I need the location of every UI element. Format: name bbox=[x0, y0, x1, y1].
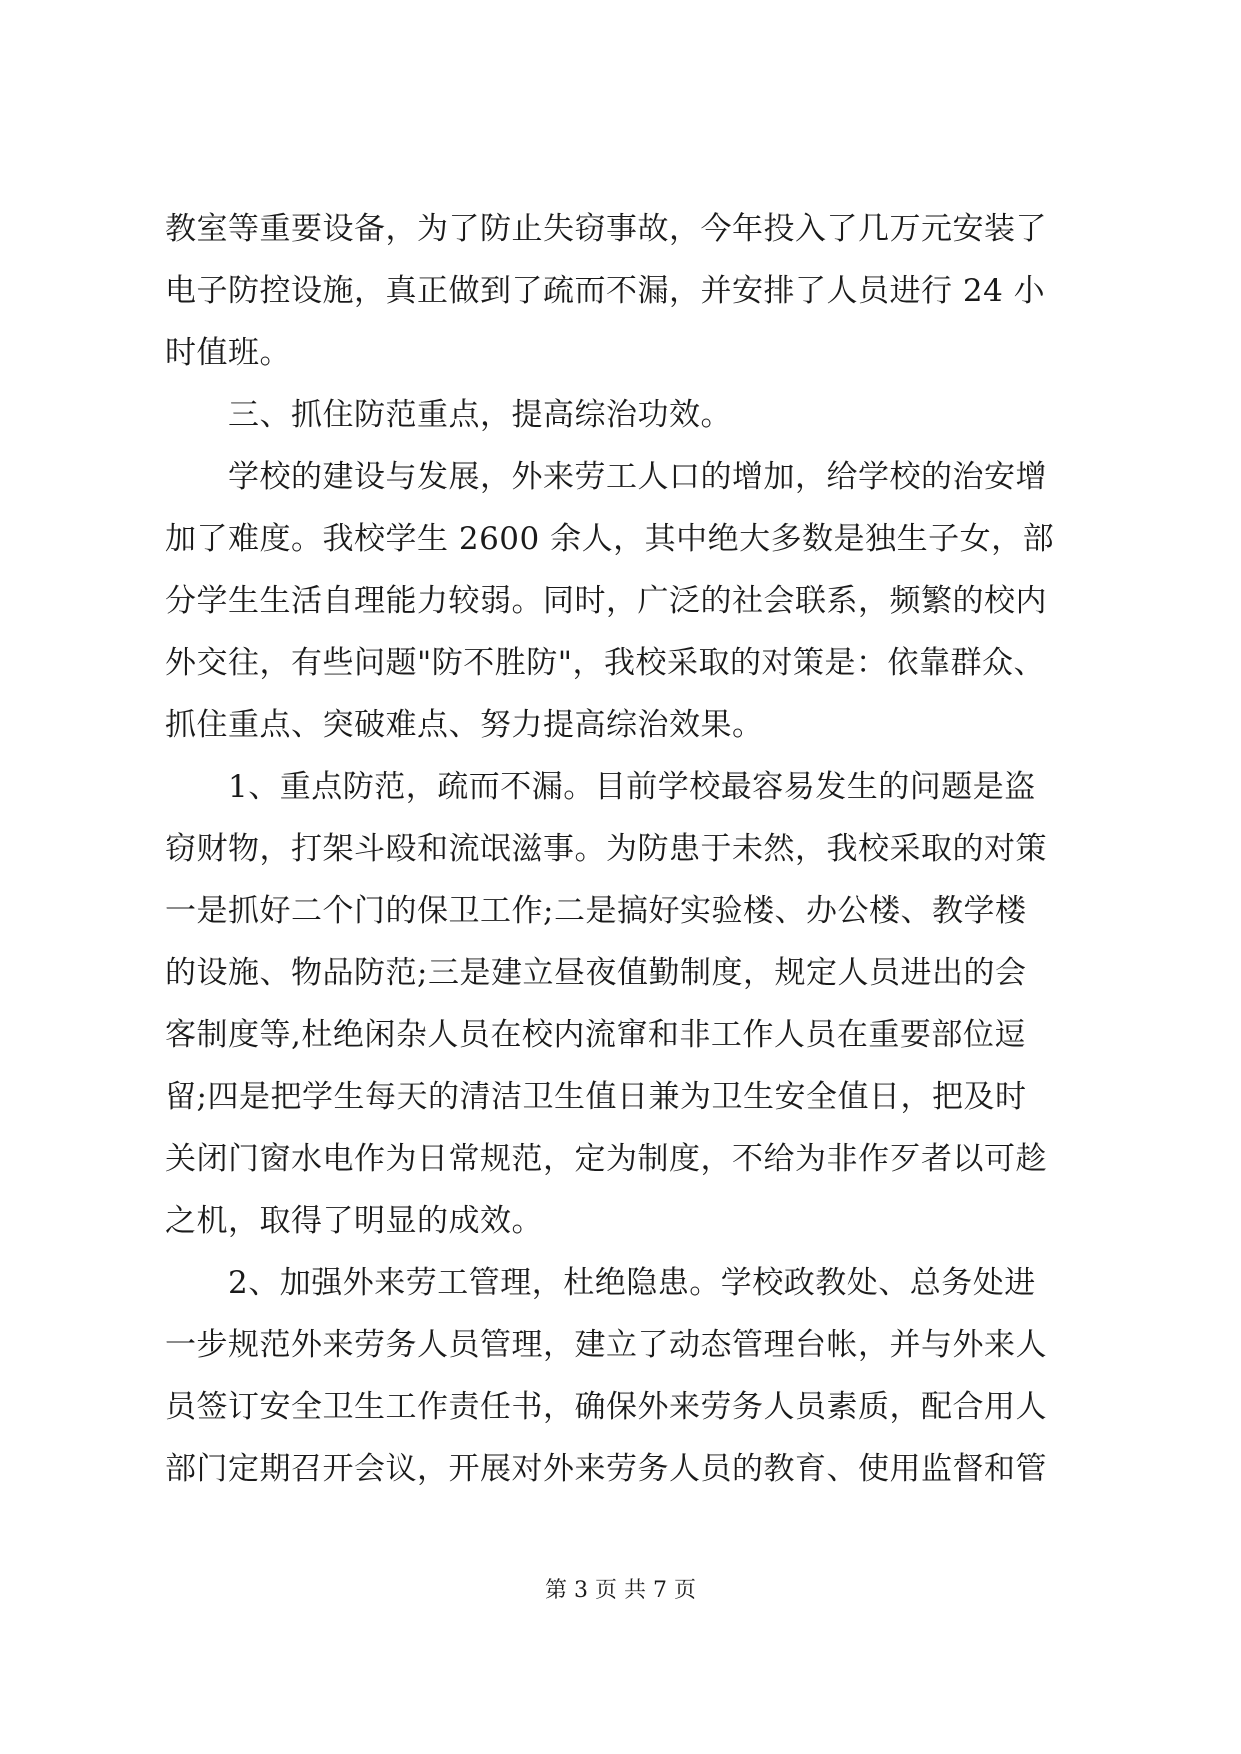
text-line: 的设施、物品防范;三是建立昼夜值勤制度，规定人员进出的会 bbox=[165, 955, 1027, 991]
text-line: 一步规范外来劳务人员管理，建立了动态管理台帐，并与外来人 bbox=[165, 1327, 1047, 1363]
text-line: 时值班。 bbox=[165, 335, 291, 371]
text-line: 外交往，有些问题"防不胜防"，我校采取的对策是：依靠群众、 bbox=[165, 645, 1046, 681]
text-line: 电子防控设施，真正做到了疏而不漏，并安排了人员进行 24 小 bbox=[165, 273, 1046, 309]
text-line: 员签订安全卫生工作责任书，确保外来劳务人员素质，配合用人 bbox=[165, 1389, 1047, 1425]
text-line: 教室等重要设备，为了防止失窃事故，今年投入了几万元安装了 bbox=[165, 211, 1047, 247]
text-line: 留;四是把学生每天的清洁卫生值日兼为卫生安全值日，把及时 bbox=[165, 1079, 1027, 1115]
section-heading: 三、抓住防范重点，提高综治功效。 bbox=[228, 397, 732, 433]
text-line: 窃财物，打架斗殴和流氓滋事。为防患于未然，我校采取的对策 bbox=[165, 831, 1047, 867]
text-line: 部门定期召开会议，开展对外来劳务人员的教育、使用监督和管 bbox=[165, 1451, 1047, 1487]
text-line: 加了难度。我校学生 2600 余人，其中绝大多数是独生子女，部 bbox=[165, 521, 1055, 557]
text-line: 之机，取得了明显的成效。 bbox=[165, 1203, 543, 1239]
document-body bbox=[165, 198, 1080, 1500]
text-line: 分学生生活自理能力较弱。同时，广泛的社会联系，频繁的校内 bbox=[165, 583, 1047, 619]
text-line: 2、加强外来劳工管理，杜绝隐患。学校政教处、总务处进 bbox=[228, 1265, 1036, 1301]
text-line: 一是抓好二个门的保卫工作;二是搞好实验楼、办公楼、教学楼 bbox=[165, 893, 1027, 929]
page-number-footer: 第 3 页 共 7 页 bbox=[545, 1578, 696, 1603]
text-line: 关闭门窗水电作为日常规范，定为制度，不给为非作歹者以可趁 bbox=[165, 1141, 1047, 1177]
text-line: 客制度等,杜绝闲杂人员在校内流窜和非工作人员在重要部位逗 bbox=[165, 1017, 1026, 1053]
text-line: 学校的建设与发展，外来劳工人口的增加，给学校的治安增 bbox=[228, 459, 1047, 495]
text-line: 1、重点防范，疏而不漏。目前学校最容易发生的问题是盗 bbox=[228, 769, 1036, 805]
text-line: 抓住重点、突破难点、努力提高综治效果。 bbox=[165, 707, 764, 743]
